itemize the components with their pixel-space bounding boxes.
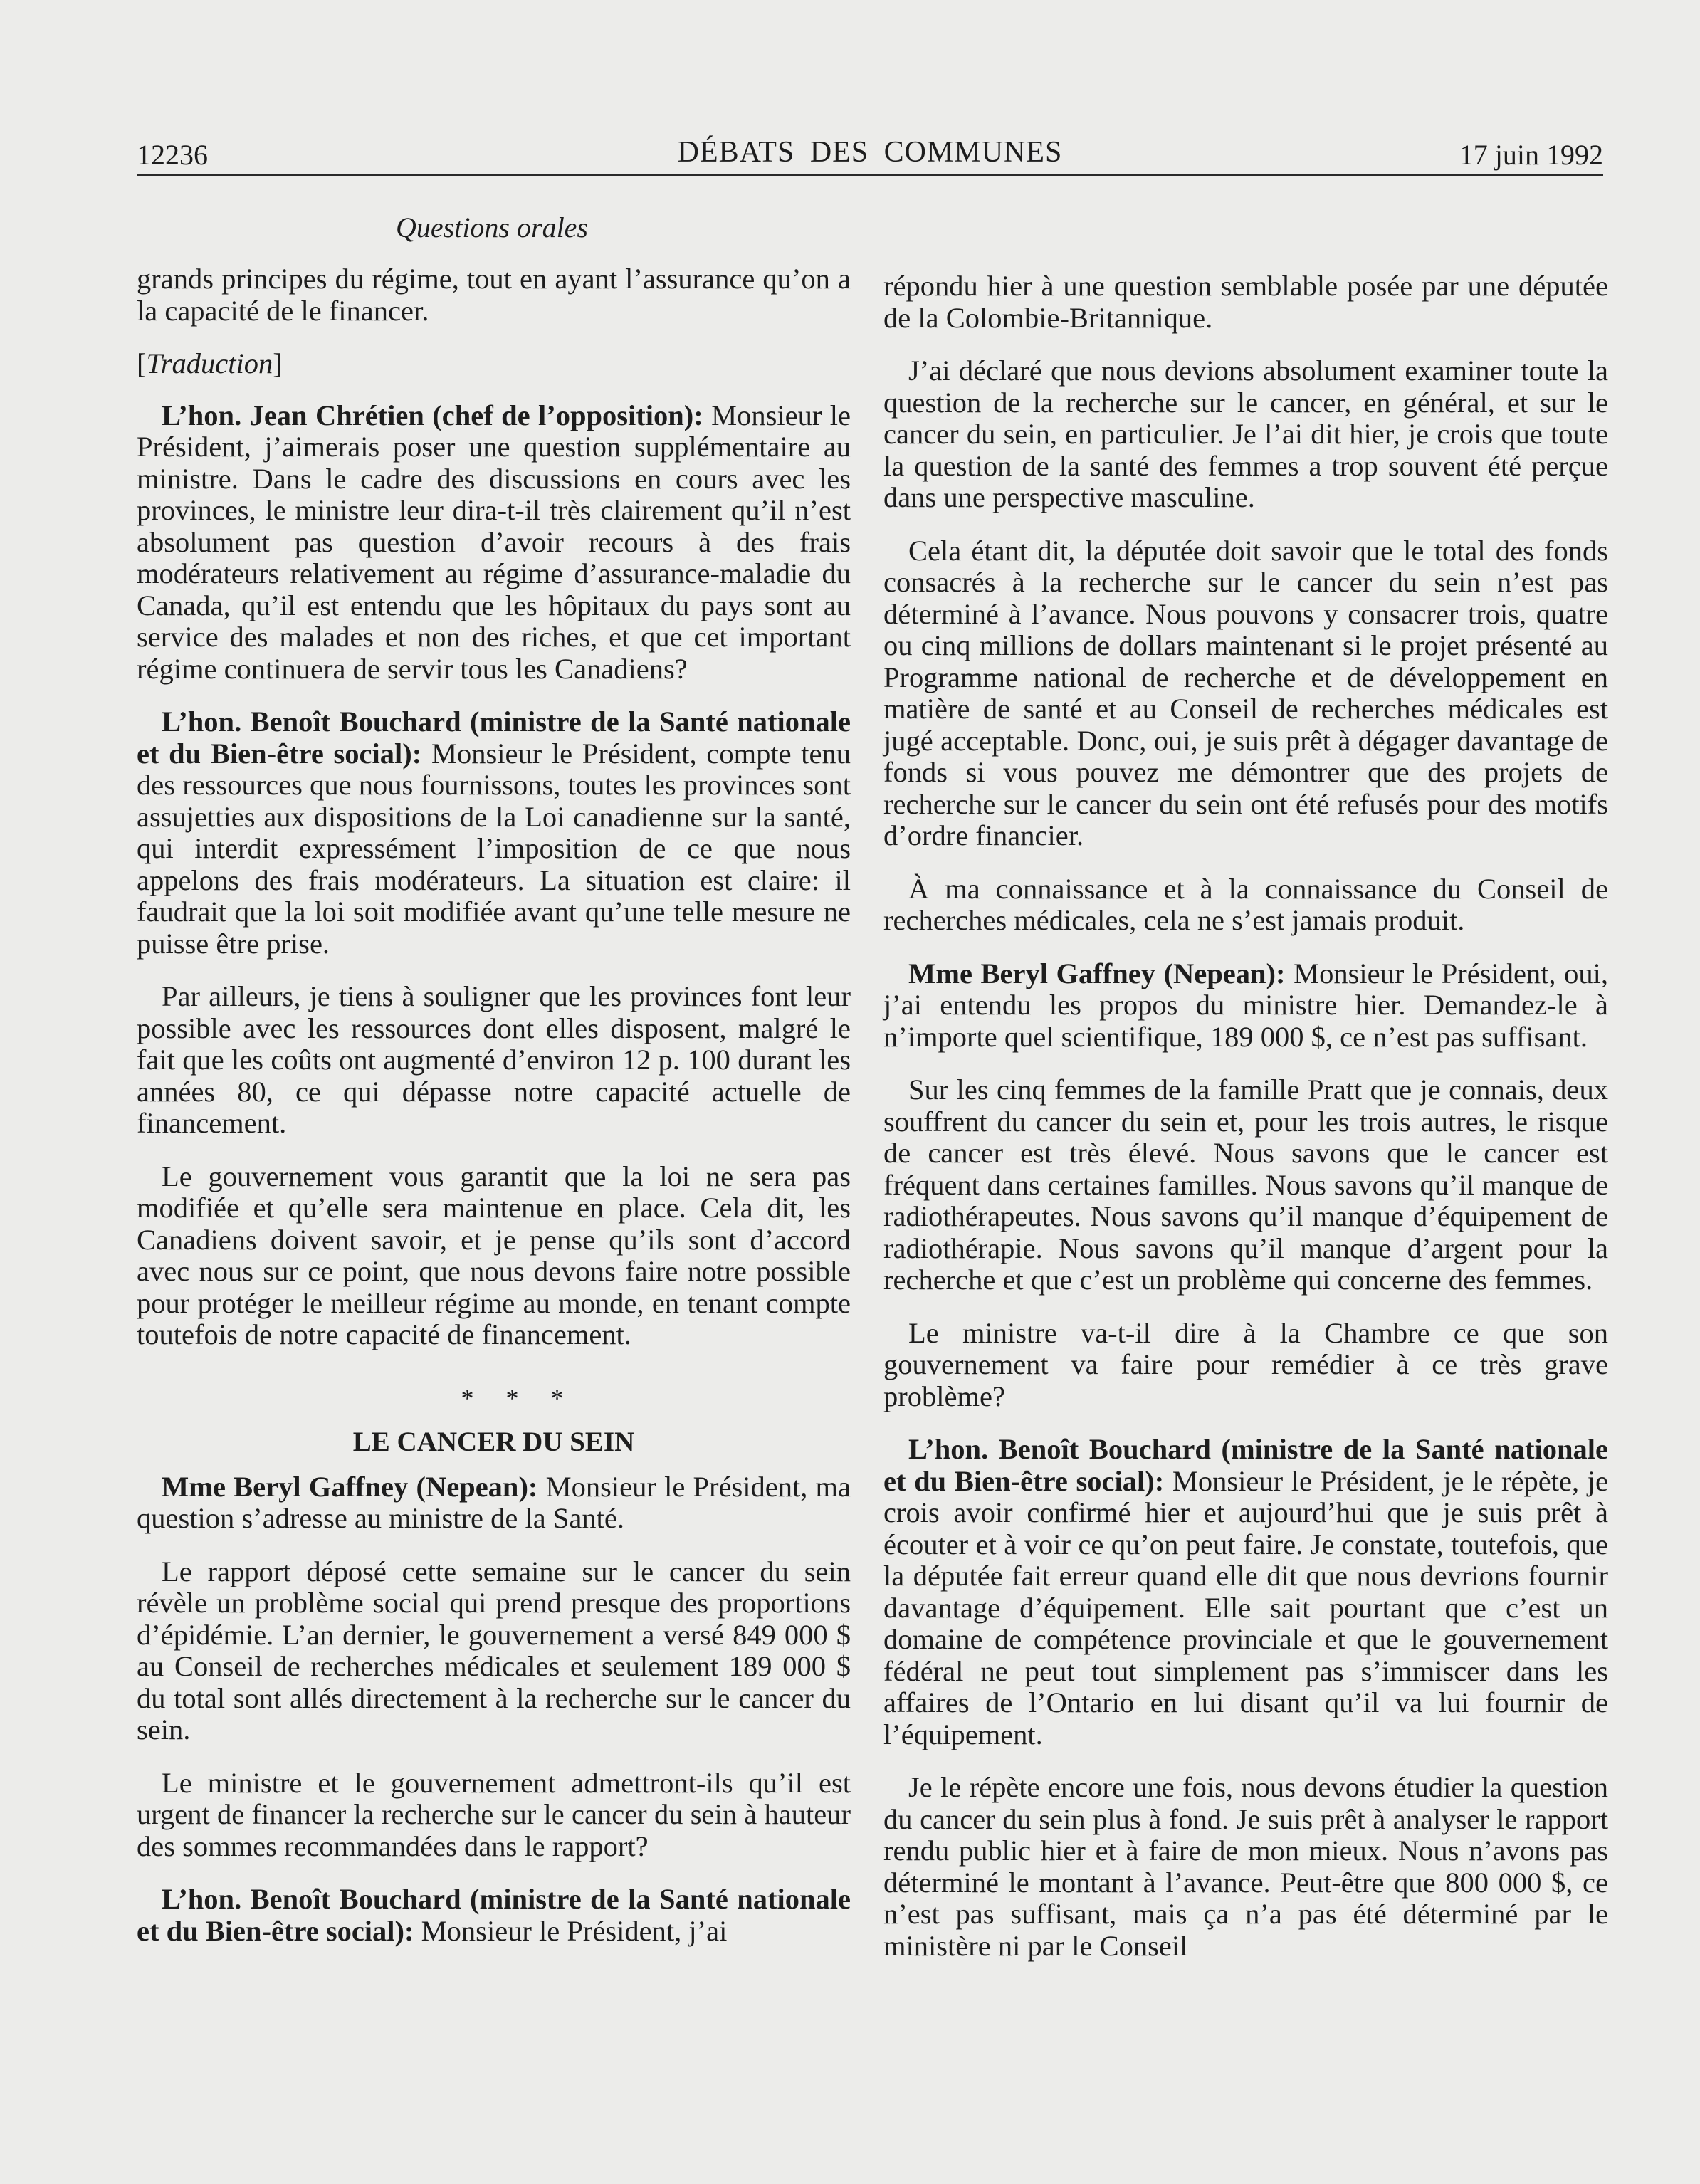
speech-paragraph: [883, 958, 1608, 1054]
paragraph-continued: grands principes du régime, tout en ayant l’assurance qu’on a la capacité de le financer.: [137, 263, 851, 327]
speech-text: Monsieur le Président, oui, j’ai entendu les propos du ministre hier. Demandez-le à n’importe quel scientifique, 189 000 $, ce n’est pas suffisant.: [883, 957, 1609, 1053]
page-header: [137, 131, 1603, 176]
speaker-name: L’hon. Jean Chrétien (chef de l’opposition):: [162, 399, 703, 431]
left-column: [137, 263, 851, 1968]
speech-text: Monsieur le Président, j’ai: [414, 1914, 728, 1947]
paragraph: Sur les cinq femmes de la famille Pratt que je connais, deux souffrent du cancer du sein et, pour les trois autres, le risque de cancer est très élevé. Nous savons que le cancer est fréquent dans certaines familles. Nous savons qu’il manque de radiothérapeutes. Nous savons qu’il manque d’équipement de radiothérapie. Nous savons qu’il manque d’argent pour la recherche et que c’est un problème qui concerne des femmes.: [883, 1073, 1608, 1296]
translation-label: Traduction: [146, 347, 273, 379]
publication-date: 17 juin 1992: [1459, 139, 1603, 171]
publication-title: DÉBATS DES COMMUNES: [677, 136, 1063, 169]
speaker-name: Mme Beryl Gaffney (Nepean):: [908, 957, 1286, 989]
right-column: [883, 271, 1608, 1983]
bracket: ]: [273, 347, 283, 379]
paragraph: J’ai déclaré que nous devions absolument examiner toute la question de la recherche sur le cancer, en général, et sur le cancer du sein, en particulier. Je l’ai dit hier, je crois que toute la question de la santé des femmes a trop souvent été perçue dans une perspective masculine.: [883, 355, 1608, 513]
paragraph: Le ministre et le gouvernement admettront-ils qu’il est urgent de financer la recherche sur le cancer du sein à hauteur des sommes recommandées dans le rapport?: [137, 1766, 851, 1862]
paragraph: Le ministre va-t-il dire à la Chambre ce que son gouvernement va faire pour remédier à ce très grave problème?: [883, 1316, 1608, 1412]
paragraph: Le rapport déposé cette semaine sur le cancer du sein révèle un problème social qui prend presque des proportions d’épidémie. L’an dernier, le gouvernement a versé 849 000 $ au Conseil de recherches médicales et seulement 189 000 $ du total sont allés directement à la recherche sur le cancer du sein.: [137, 1555, 851, 1745]
paragraph: À ma connaissance et à la connaissance du Conseil de recherches médicales, cela ne s’est jamais produit.: [883, 872, 1608, 936]
paragraph-continued: répondu hier à une question semblable posée par une députée de la Colombie-Britannique.: [883, 270, 1608, 334]
speech-text: Monsieur le Président, je le répète, je crois avoir confirmé hier et aujourd’hui que je suis prêt à écouter et à voir ce qu’on peut faire. Je constate, toutefois, que la députée fait erreur quand elle dit que nous devrions fournir davantage d’équipement. Elle sait pourtant que c’est un domaine de compétence provinciale et que le gouvernement fédéral ne peut tout simplement pas s’immiscer dans les affaires de l’Ontario en lui disant qu’il va lui fournir de l’équipement.: [883, 1464, 1608, 1750]
section-label: Questions orales: [396, 211, 588, 243]
speech-text: Monsieur le Président, ma question s’adresse au ministre de la Santé.: [137, 1470, 851, 1534]
speech-paragraph: [137, 400, 851, 686]
paragraph: Le gouvernement vous garantit que la loi ne sera pas modifiée et qu’elle sera maintenue en place. Cela dit, les Canadiens doivent savoir, et je pense qu’ils sont d’accord avec nous sur ce point, que nous devons faire notre possible pour protéger le meilleur régime au monde, en tenant compte toutefois de notre capacité de financement.: [137, 1160, 851, 1350]
paragraph: Par ailleurs, je tiens à souligner que les provinces font leur possible avec les ressources dont elles disposent, malgré le fait que les coûts ont augmenté d’environ 12 p. 100 durant les années 80, ce qui dépasse notre capacité actuelle de financement.: [137, 980, 851, 1139]
speaker-name: L’hon. Benoît Bouchard (ministre de la Santé nationale et du Bien-être social):: [883, 1433, 1608, 1497]
speaker-name: L’hon. Benoît Bouchard (ministre de la Santé nationale et du Bien-être social):: [137, 705, 851, 770]
speech-paragraph: [137, 706, 851, 960]
page-number: 12236: [137, 139, 208, 171]
speech-text: Monsieur le Président, j’aimerais poser une question supplémentaire au ministre. Dans le cadre des discussions en cours avec les provinces, le ministre leur dira-t-il très clairement qu’il n’est absolument pas question d’avoir recours à des frais modérateurs relativement au régime d’assurance-maladie du Canada, qu’il est entendu que les hôpitaux du pays sont au service des malades et non des riches, et que cet important régime continuera de servir tous les Canadiens?: [137, 399, 851, 685]
speech-text: Monsieur le Président, compte tenu des ressources que nous fournissons, toutes les provinces sont assujetties aux dispositions de la Loi canadienne sur la santé, qui interdit expressément l’imposition de ce que nous appelons des frais modérateurs. La situation est claire: il faudrait que la loi soit modifiée avant qu’une telle mesure ne puisse être prise.: [137, 737, 851, 960]
speaker-name: Mme Beryl Gaffney (Nepean):: [162, 1470, 538, 1503]
translation-marker: [137, 348, 851, 380]
speaker-name: L’hon. Benoît Bouchard (ministre de la Santé nationale et du Bien-être social):: [137, 1883, 851, 1947]
bracket: [: [137, 347, 147, 379]
paragraph: Cela étant dit, la députée doit savoir que le total des fonds consacrés à la recherche sur le cancer du sein n’est pas déterminé à l’avance. Nous pouvons y consacrer trois, quatre ou cinq millions de dollars maintenant si le projet présenté au Programme national de recherche et de développement en matière de santé et au Conseil de recherches médicales est jugé acceptable. Donc, oui, je suis prêt à dégager davantage de fonds si vous pouvez me démontrer que des projets de recherche sur le cancer du sein ont été refusés pour des motifs d’ordre financier.: [883, 534, 1608, 851]
section-separator: * * *: [461, 1383, 577, 1412]
section-heading: LE CANCER DU SEIN: [352, 1427, 635, 1457]
speech-paragraph: [883, 1434, 1608, 1750]
paragraph: Je le répète encore une fois, nous devons étudier la question du cancer du sein plus à fond. Je suis prêt à analyser le rapport rendu public hier et à faire de mon mieux. Nous n’avons pas déterminé le montant à l’avance. Peut-être que 800 000 $, ce n’est pas suffisant, mais ça n’a pas été déterminé par le ministère ni par le Conseil: [883, 1771, 1608, 1962]
speech-paragraph: [137, 1884, 851, 1947]
speech-paragraph: [137, 1471, 851, 1535]
